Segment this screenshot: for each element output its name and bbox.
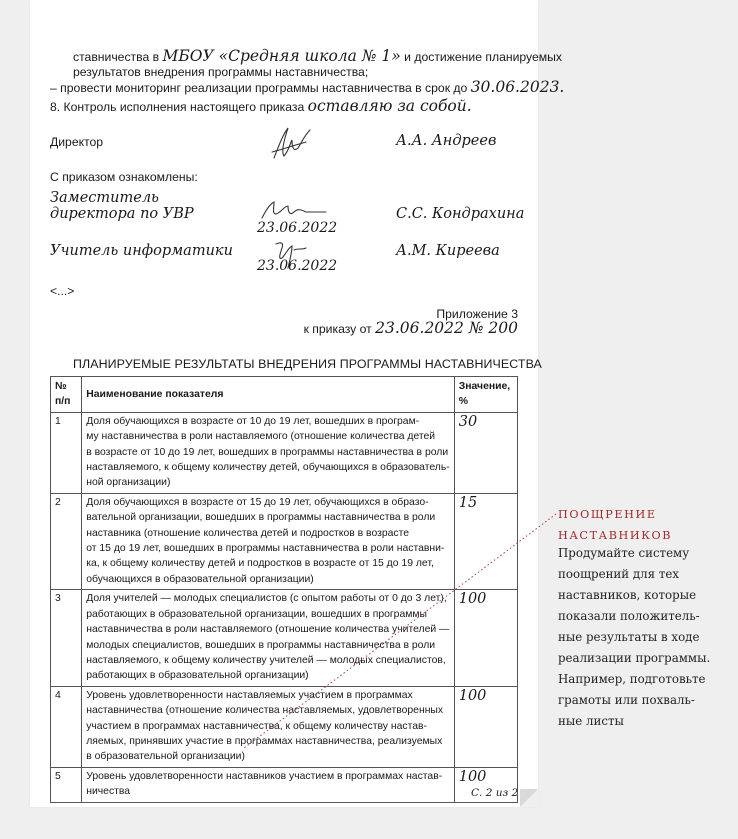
results-table (50, 376, 518, 803)
table-row (51, 412, 518, 493)
director-name: А.А. Андреев (396, 133, 497, 149)
deputy-role-line-2: директора по УВР (50, 206, 194, 222)
sidebar-title (558, 504, 672, 546)
director-signature (266, 122, 316, 166)
acquainted-label: С приказом ознакомлены: (50, 170, 198, 184)
row-number: 1 (51, 412, 82, 493)
row-indicator-name: Уровень удовлетворенности наставников участием в программах настав- ничества (82, 767, 455, 802)
handwritten-control: оставляю за собой. (307, 97, 472, 115)
omission-mark: <...> (50, 284, 75, 298)
page-number: С. 2 из 2 (471, 787, 519, 799)
item-8 (50, 98, 472, 115)
table-row (51, 493, 518, 589)
sidebar-title-line: НАСТАВНИКОВ (558, 529, 673, 542)
deputy-date: 23.06.2022 (257, 220, 338, 236)
page-fold-corner (520, 789, 538, 807)
appendix-label: Приложение 3 (436, 307, 518, 321)
table-row (51, 767, 518, 802)
text-line-3 (50, 79, 564, 96)
sidebar-title-line: ПООЩРЕНИЕ (558, 508, 657, 521)
deputy-role-line-1: Заместитель (50, 190, 159, 206)
table-caption: ПЛАНИРУЕМЫЕ РЕЗУЛЬТАТЫ ВНЕДРЕНИЯ ПРОГРАММЫ НАСТАВНИЧЕСТВА (73, 357, 542, 371)
row-value: 30 (454, 412, 517, 493)
row-indicator-name: Доля учителей — молодых специалистов (с опытом работы от 0 до 3 лет), работающих в образовательной организации, вошедших в программы наставничества в роли наставляемого (отношение количества учителей — молодых специалистов, вошедших в программы наставничества в роли наставляемого, к общему количеству учителей — молодых специалистов, работающих в образовательной организации) (82, 590, 455, 686)
header-indicator-name: Наименование показателя (82, 377, 455, 413)
text-line-1-start: ставничества в (73, 50, 163, 64)
header-number: № п/п (51, 377, 82, 413)
row-value: 100 (454, 686, 517, 767)
handwritten-school-name: МБОУ «Средняя школа № 1» (162, 47, 401, 65)
row-number: 3 (51, 590, 82, 686)
row-value: 15 (454, 493, 517, 589)
sidebar-text (558, 543, 733, 732)
appendix-reference (304, 320, 518, 337)
text-line-1 (73, 48, 562, 65)
teacher-date: 23.06.2022 (257, 258, 338, 274)
row-number: 2 (51, 493, 82, 589)
sidebar-text-line: ные результаты в ходе (558, 630, 700, 644)
sidebar-text-line: поощрений для тех (558, 567, 680, 581)
sidebar-text-line: Продумайте систему (558, 546, 690, 560)
table-row (51, 590, 518, 686)
sidebar-text-line: Например, подготовьте (558, 672, 706, 686)
row-value: 100 (454, 590, 517, 686)
handwritten-order-number: 23.06.2022 № 200 (375, 319, 518, 337)
sidebar-text-line: показали положитель- (558, 609, 700, 623)
table-header-row (51, 377, 518, 413)
handwritten-deadline: 30.06.2023. (470, 78, 565, 96)
header-value: Значение, % (454, 377, 517, 413)
row-indicator-name: Уровень удовлетворенности наставляемых участием в программах наставничества (отношение количества наставляемых, удовлетворенных участием в программах наставничества, к общему количеству настав- ляемых, принявших участие в программах наставничества, реализуемых в образовательной организации) (82, 686, 455, 767)
row-number: 5 (51, 767, 82, 802)
item-8-text: 8. Контроль исполнения настоящего приказа (50, 100, 308, 114)
sidebar-text-line: реализации программы. (558, 651, 711, 665)
row-value: 100 (454, 767, 517, 802)
appendix-reference-text: к приказу от (303, 322, 376, 336)
row-indicator-name: Доля обучающихся в возрасте от 15 до 19 лет, обучающихся в образо- вательной организации, вошедших в программы наставничества в роли наставника (отношение количества детей и подростков в возрасте от 15 до 19 лет, вошедших в программы наставничества в роли наставни- ка, к общему количеству детей и подростков в возрасте от 15 до 19 лет, обучающихся в образовательной организации) (82, 493, 455, 589)
sidebar-text-line: грамоты или похваль- (558, 693, 695, 707)
row-number: 4 (51, 686, 82, 767)
sidebar-text-line: наставников, которые (558, 588, 697, 602)
table-row (51, 686, 518, 767)
teacher-role: Учитель информатики (50, 243, 233, 259)
text-line-3-start: – провести мониторинг реализации программы наставничества в срок до (50, 81, 471, 95)
text-line-1-end: и достижение планируемых (400, 50, 563, 64)
text-line-2: результатов внедрения программы наставничества; (73, 65, 369, 79)
row-indicator-name: Доля обучающихся в возрасте от 10 до 19 лет, вошедших в програм- му наставничества в роли наставляемого (отношение количества детей в возрасте от 10 до 19 лет, вошедших в программы наставничества в роли наставляемого, к общему количеству детей, обучающихся в образователь- ной организации) (82, 412, 455, 493)
director-label: Директор (50, 135, 104, 149)
sidebar-text-line: ные листы (558, 714, 624, 728)
teacher-name: А.М. Киреева (396, 243, 500, 259)
deputy-name: С.С. Кондрахина (396, 206, 525, 222)
